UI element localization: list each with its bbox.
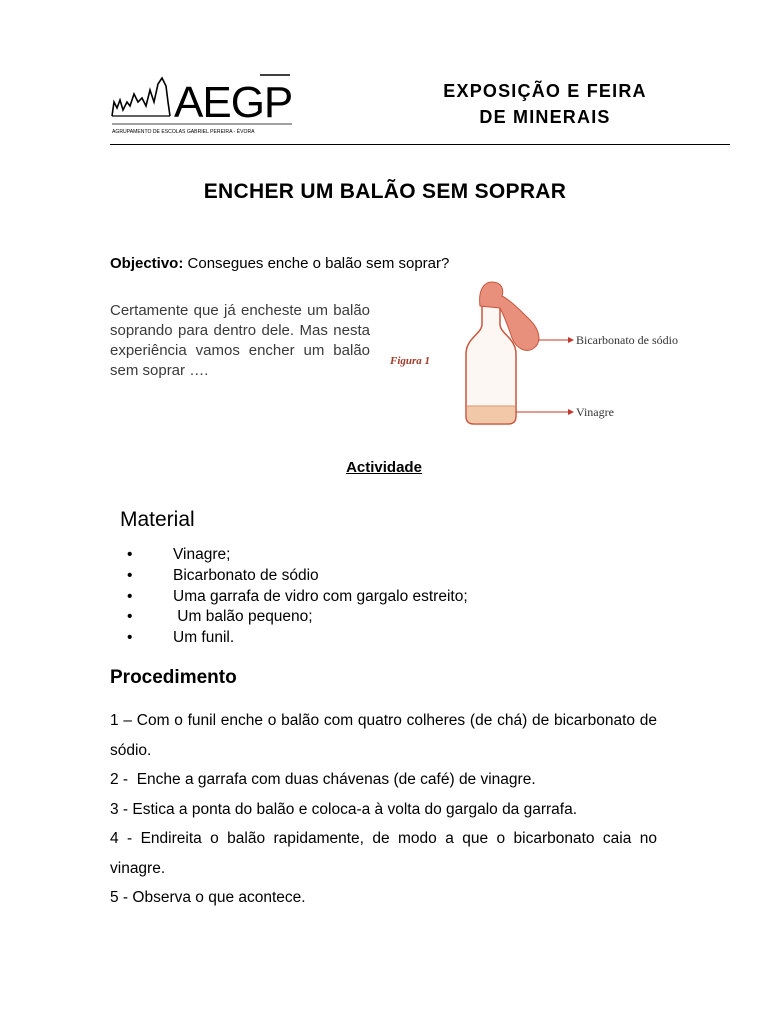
list-item: • Um balão pequeno; [127, 607, 468, 628]
procedure-step: 5 - Observa o que acontece. [110, 889, 306, 906]
label-bicarbonate: Bicarbonato de sódio [576, 333, 678, 347]
list-item: • Bicarbonato de sódio [127, 566, 468, 587]
procedure-step: 1 – Com o funil enche o balão com quatro colheres (de chá) de bicarbonato de sódio. [110, 712, 662, 759]
page-title: ENCHER UM BALÃO SEM SOPRAR [203, 180, 567, 203]
activity-heading: Actividade [346, 459, 422, 476]
figure-caption: Figura 1 [390, 355, 431, 367]
bullet-icon: • [127, 546, 133, 563]
procedure-heading: Procedimento [110, 667, 237, 688]
list-item: • Vinagre; [127, 545, 468, 566]
bullet-icon: • [127, 566, 133, 584]
figure-1 [388, 278, 708, 430]
procedure-step: 2 - Enche a garrafa com duas chávenas (de café) de vinagre. [110, 771, 536, 788]
material-list [127, 545, 468, 649]
castle-skyline-icon [110, 72, 294, 138]
objective [110, 255, 449, 272]
objective-text: Consegues enche o balão sem soprar? [183, 255, 450, 272]
list-item: • Um funil. [127, 628, 468, 649]
procedure-step: 4 - Endireita o balão rapidamente, de modo a que o bicarbonato caia no vinagre. [110, 830, 662, 877]
procedure-step: 3 - Estica a ponta do balão e coloca-a à volta do gargalo da garrafa. [110, 800, 578, 818]
bullet-icon: • [127, 629, 133, 647]
header-divider [110, 144, 730, 145]
header-title [400, 78, 690, 130]
bullet-icon: • [127, 608, 133, 626]
header-title-line1: EXPOSIÇÃO E FEIRA [443, 81, 647, 101]
objective-label: Objectivo: [110, 255, 184, 272]
bullet-icon: • [127, 587, 133, 605]
label-vinegar: Vinagre [576, 405, 614, 419]
list-item: • Uma garrafa de vidro com gargalo estreito; [127, 587, 468, 608]
school-logo [110, 72, 294, 138]
procedure-steps [110, 706, 662, 913]
logo-subtitle: AGRUPAMENTO DE ESCOLAS GABRIEL PEREIRA - ÉVORA [112, 129, 255, 135]
intro-paragraph: Certamente que já encheste um balão soprando para dentro dele. Mas nesta experiência vamos encher um balão sem soprar …. [110, 302, 370, 379]
header-title-line2: DE MINERAIS [479, 107, 611, 127]
logo-wordmark: AEGP [174, 78, 293, 127]
bottle-balloon-illustration [388, 278, 708, 430]
vinegar-liquid [467, 406, 515, 423]
material-heading: Material [120, 508, 195, 531]
